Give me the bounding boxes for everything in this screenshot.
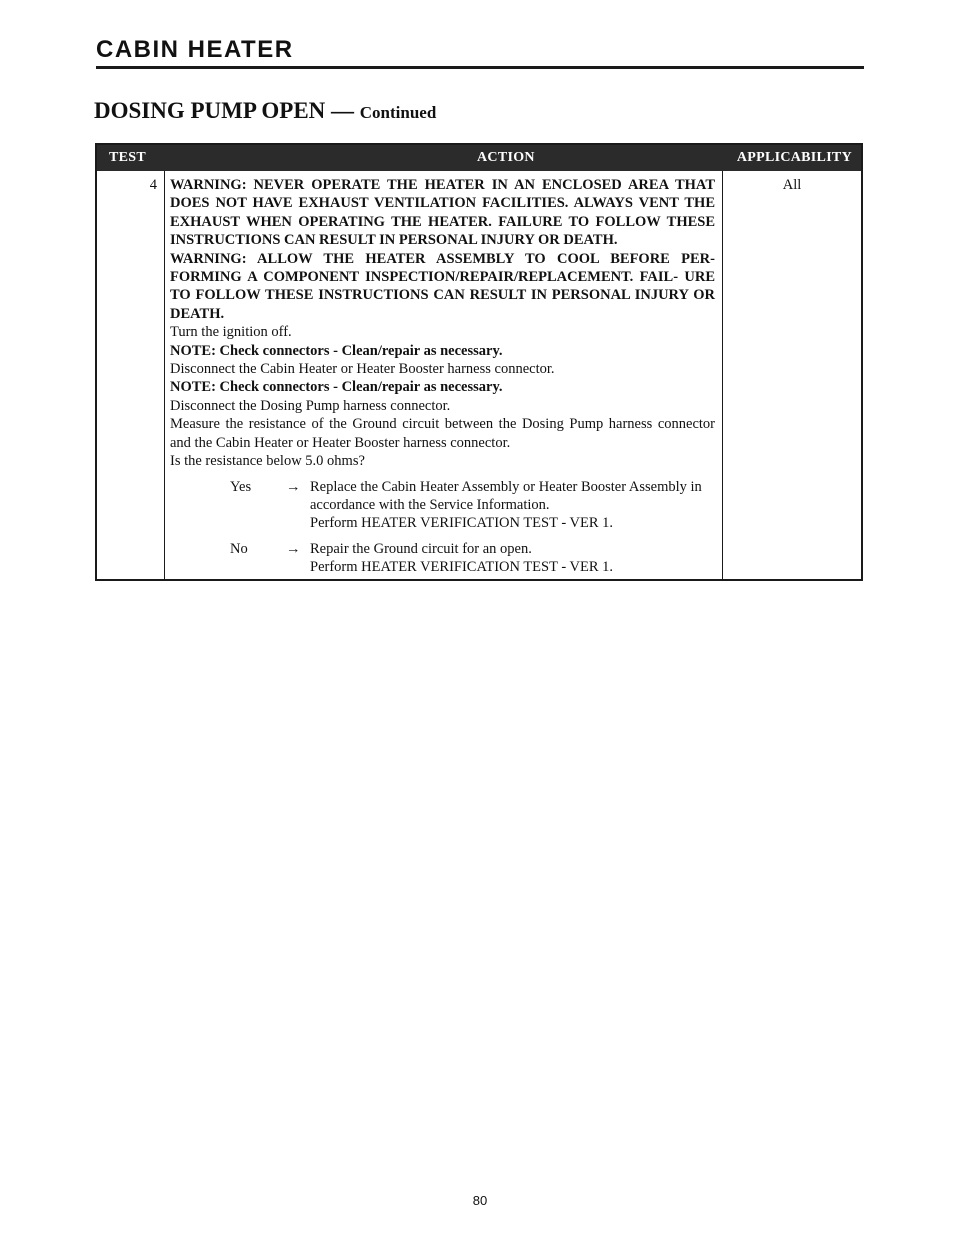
procedure-title: [94, 96, 436, 128]
warning-cool-down: WARNING: ALLOW THE HEATER ASSEMBLY TO COOL BEFORE PER- FORMING A COMPONENT INSPECTION/REPAIR/REPLACEMENT. FAIL- URE TO FOLLOW THESE INSTRUCTIONS CAN RESULT IN PERSONAL INJURY OR DEATH.: [170, 250, 715, 322]
outcome-no-line-2: Perform HEATER VERIFICATION TEST - VER 1.: [310, 559, 614, 576]
outcome-no-line-1: Repair the Ground circuit for an open.: [310, 540, 532, 557]
column-header-applicability: APPLICABILITY: [736, 150, 852, 165]
procedure-title-text: DOSING PUMP OPEN —: [94, 98, 355, 123]
test-number: 4: [149, 177, 157, 193]
outcome-yes-line-1: Replace the Cabin Heater Assembly or Heater Booster Assembly in accordance with the Service Information.: [310, 478, 702, 513]
step-disconnect-dosing-pump: Disconnect the Dosing Pump harness connector.: [170, 397, 451, 414]
column-header-test: TEST: [109, 150, 146, 165]
outcome-no-text: [304, 540, 715, 577]
outcome-yes-text: [304, 478, 715, 533]
note-check-connectors-2: NOTE: Check connectors - Clean/repair as necessary.: [170, 379, 503, 396]
table-row: [97, 171, 861, 579]
step-measure-resistance: Measure the resistance of the Ground circuit between the Dosing Pump harness connector and the Cabin Heater or Heater Booster harness connector.: [170, 416, 715, 451]
section-title: CABIN HEATER: [96, 36, 294, 63]
step-disconnect-heater: Disconnect the Cabin Heater or Heater Booster harness connector.: [170, 361, 555, 378]
outcome-no: [170, 540, 715, 577]
warning-exhaust: WARNING: NEVER OPERATE THE HEATER IN AN ENCLOSED AREA THAT DOES NOT HAVE EXHAUST VENTILATION FACILITIES. ALWAYS VENT THE EXHAUST WHEN OPERATING THE HEATER. FAILURE TO FOLLOW THESE INSTRUCTIONS CAN RESULT IN PERSONAL INJURY OR DEATH.: [170, 177, 715, 249]
section-header: [96, 36, 864, 69]
action-cell: [170, 176, 715, 577]
outcome-no-label: No: [230, 540, 248, 557]
applicability-value: All: [782, 177, 802, 193]
column-header-action: ACTION: [477, 150, 535, 165]
outcome-yes: [170, 478, 715, 533]
procedure-continued-label: Continued: [359, 103, 437, 122]
outcome-yes-line-2: Perform HEATER VERIFICATION TEST - VER 1.: [310, 515, 614, 532]
page-number: 80: [472, 1193, 488, 1208]
arrow-right-icon: →: [286, 540, 301, 557]
arrow-right-icon: →: [286, 478, 301, 495]
step-ignition-off: Turn the ignition off.: [170, 324, 292, 341]
table-header-row: [97, 145, 861, 171]
test-question: Is the resistance below 5.0 ohms?: [170, 453, 365, 470]
column-divider: [164, 171, 165, 579]
outcome-yes-label: Yes: [230, 478, 252, 495]
column-divider: [722, 171, 723, 579]
diagnostic-test-table: [95, 143, 863, 581]
note-check-connectors: NOTE: Check connectors - Clean/repair as necessary.: [170, 342, 503, 359]
